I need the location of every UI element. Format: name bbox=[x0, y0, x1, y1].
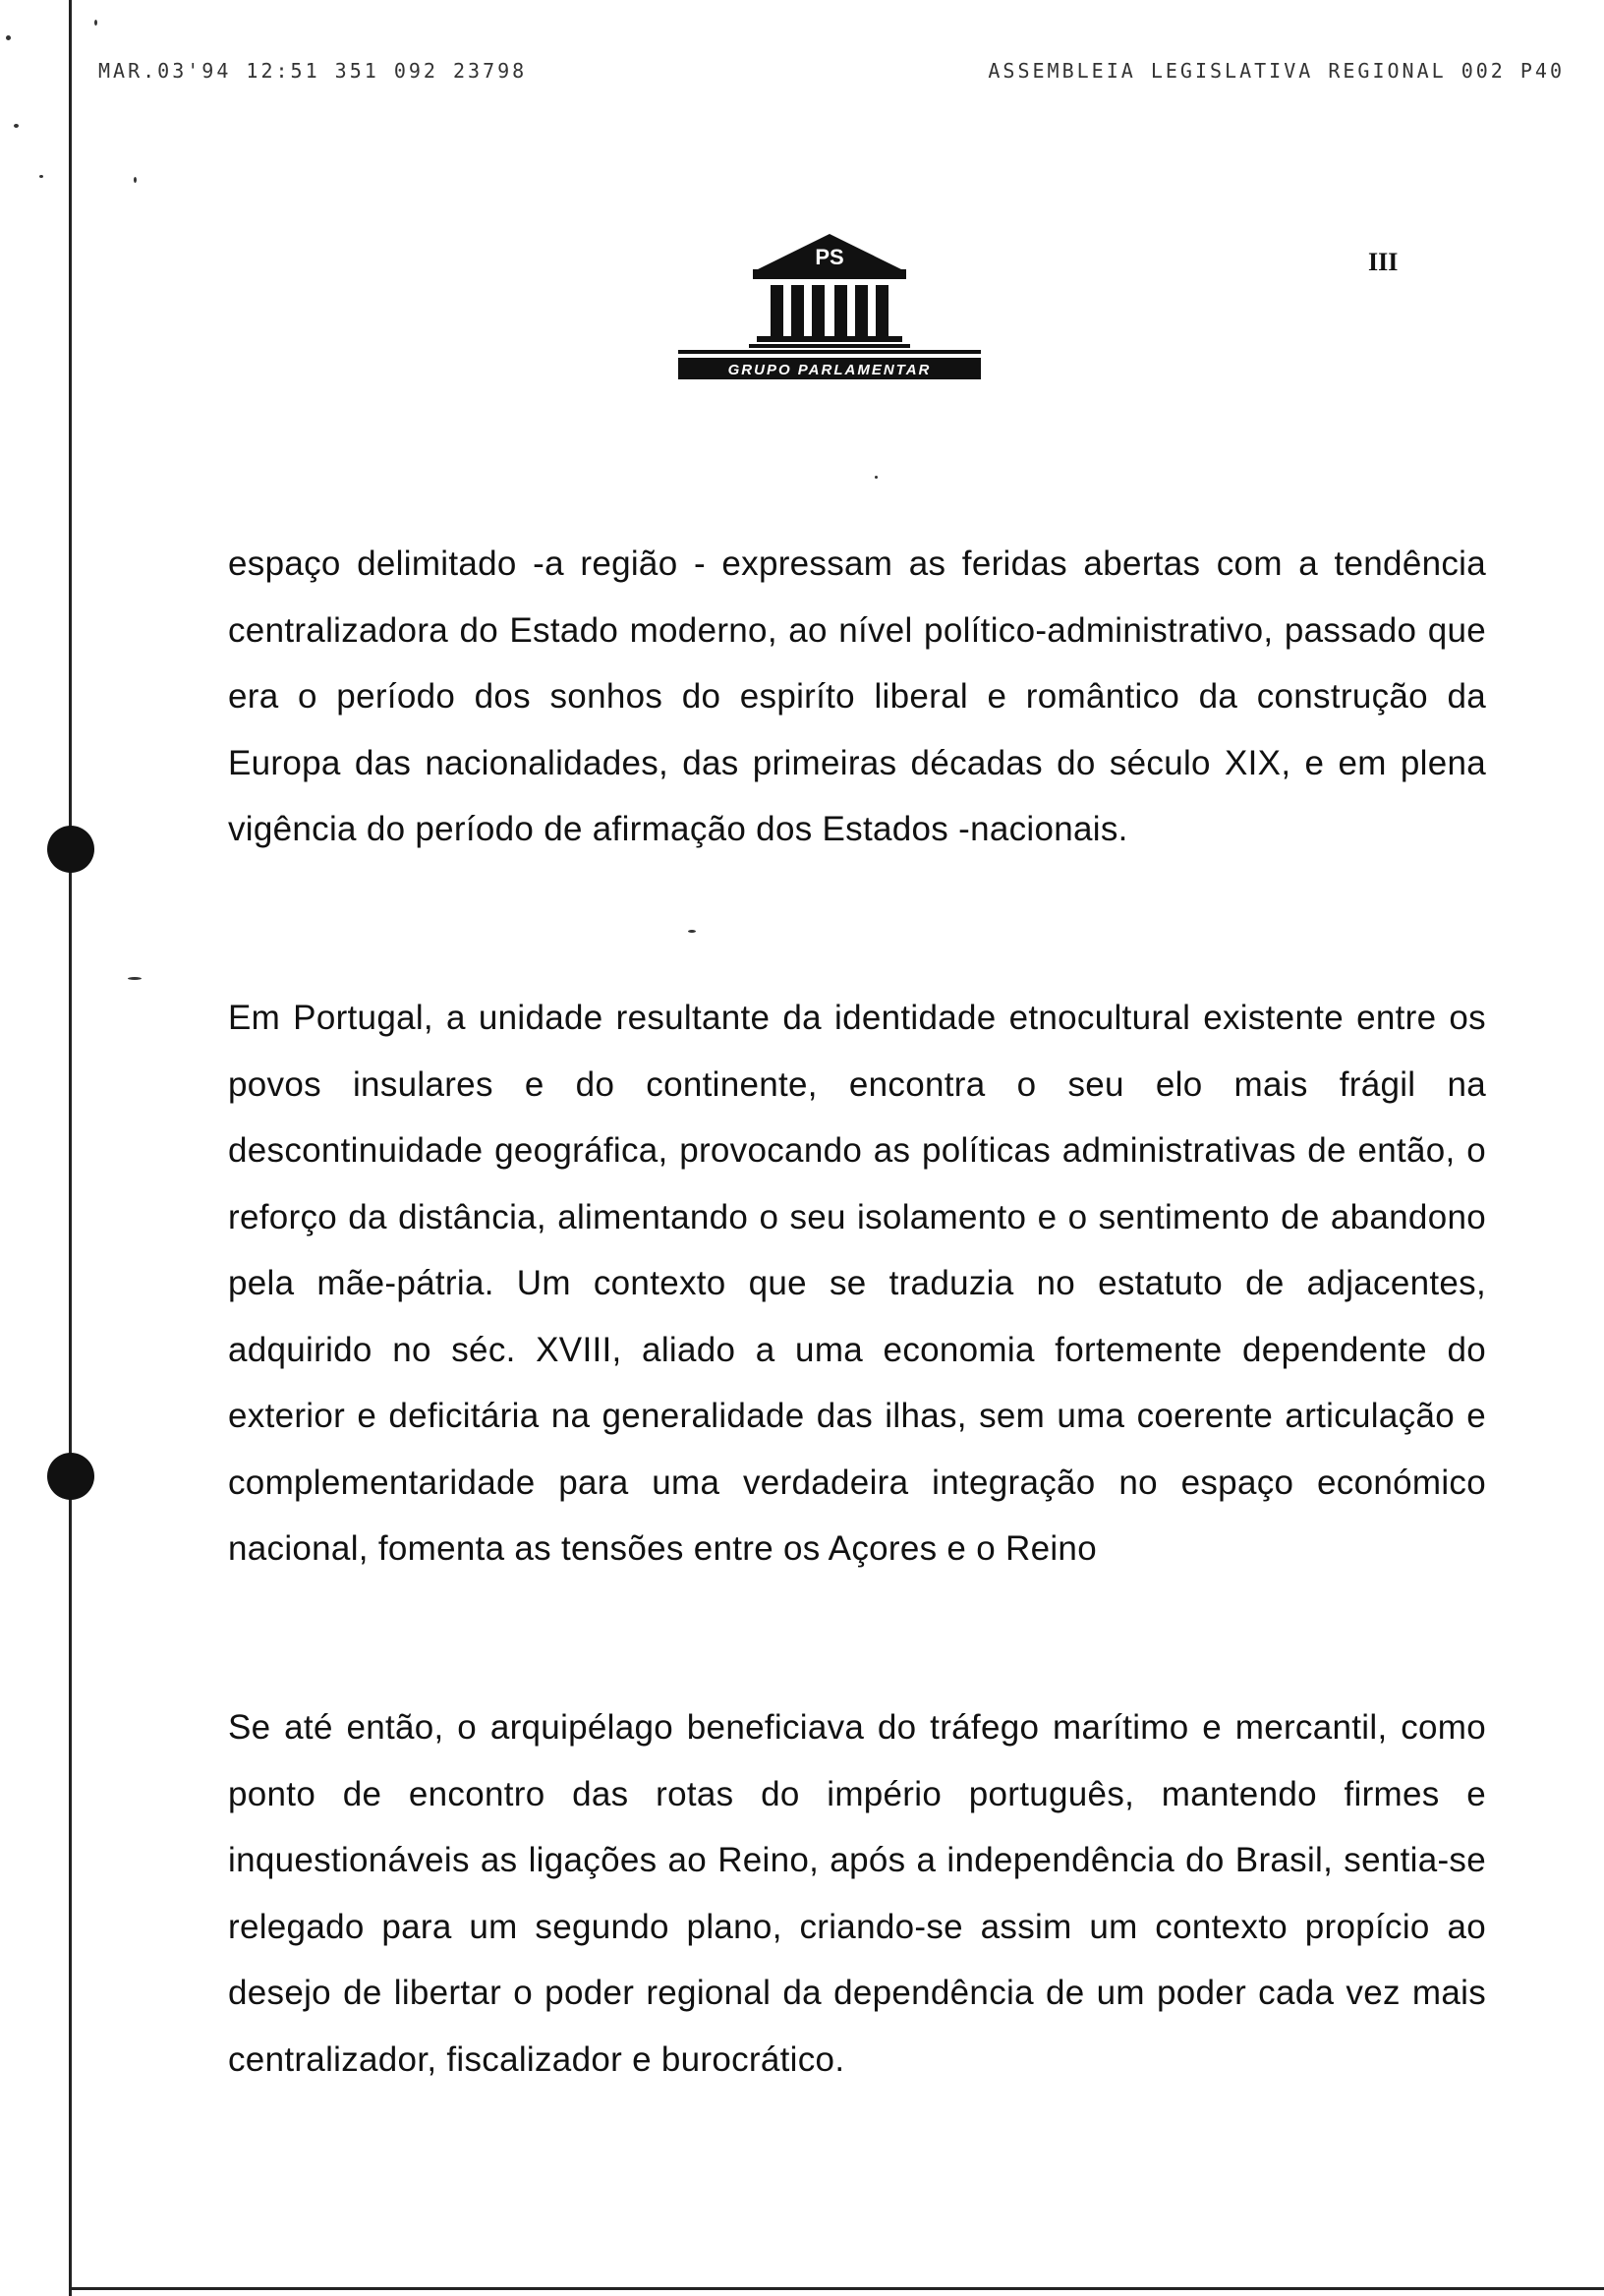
logo-emblem-text: PS bbox=[815, 245, 844, 269]
scan-speck bbox=[39, 175, 43, 178]
scan-speck bbox=[6, 35, 11, 40]
punch-hole-upper bbox=[47, 826, 94, 873]
scan-speck bbox=[94, 20, 97, 26]
parliament-building-icon bbox=[674, 230, 985, 383]
paragraph-1 bbox=[228, 531, 1486, 863]
paragraph-text: Se até então, o arquipélago beneficiava do tráfego marítimo e mercantil, como ponto de encontro das rotas do império português, mantendo firmes e inquestionáveis as ligações ao Reino, após a independência do Brasil, sentia-se relegado para um segundo plano, criando-se assim um contexto propício ao desejo de libertar o poder regional da dependência de um poder cada vez mais centralizador, fiscalizador e burocrático. bbox=[228, 1708, 1486, 2079]
fax-header-left: MAR.03'94 12:51 351 092 23798 bbox=[98, 59, 528, 83]
logo-banner-text: GRUPO PARLAMENTAR bbox=[727, 362, 932, 378]
scan-speck bbox=[134, 177, 137, 183]
paragraph-text: espaço delimitado -a região - expressam as feridas abertas com a tendência centralizadora do Estado moderno, ao nível político-administrativo, passado que era o período dos sonhos do espiríto liberal e romântico da construção da Europa das nacionalidades, das primeiras décadas do século XIX, e em plena vigência do período de afirmação dos Estados -nacionais. bbox=[228, 545, 1486, 848]
scan-speck bbox=[128, 977, 142, 980]
fax-header-right: ASSEMBLEIA LEGISLATIVA REGIONAL 002 P40 bbox=[988, 59, 1565, 83]
scan-speck bbox=[875, 476, 878, 479]
bottom-edge-line bbox=[69, 2287, 1604, 2290]
paragraph-2 bbox=[228, 985, 1486, 1582]
fax-transmission-header bbox=[98, 59, 1565, 88]
page-number: III bbox=[1368, 248, 1399, 276]
left-margin-line bbox=[69, 0, 72, 2296]
punch-hole-lower bbox=[47, 1453, 94, 1500]
scan-speck bbox=[688, 930, 696, 933]
scan-speck bbox=[14, 124, 19, 128]
paragraph-3 bbox=[228, 1694, 1486, 2093]
paragraph-text: Em Portugal, a unidade resultante da identidade etnocultural existente entre os povos insulares e do continente, encontra o seu elo mais frágil na descontinuidade geográfica, provocando as políticas administrativas de então, o reforço da distância, alimentando o seu isolamento e o sentimento de abandono pela mãe-pátria. Um contexto que se traduzia no estatuto de adjacentes, adquirido no séc. XVIII, aliado a uma economia fortemente dependente do exterior e deficitária na generalidade das ilhas, sem uma coerente articulação e complementaridade para uma verdadeira integração no espaço económico nacional, fomenta as tensões entre os Açores e o Reino bbox=[228, 999, 1486, 1568]
